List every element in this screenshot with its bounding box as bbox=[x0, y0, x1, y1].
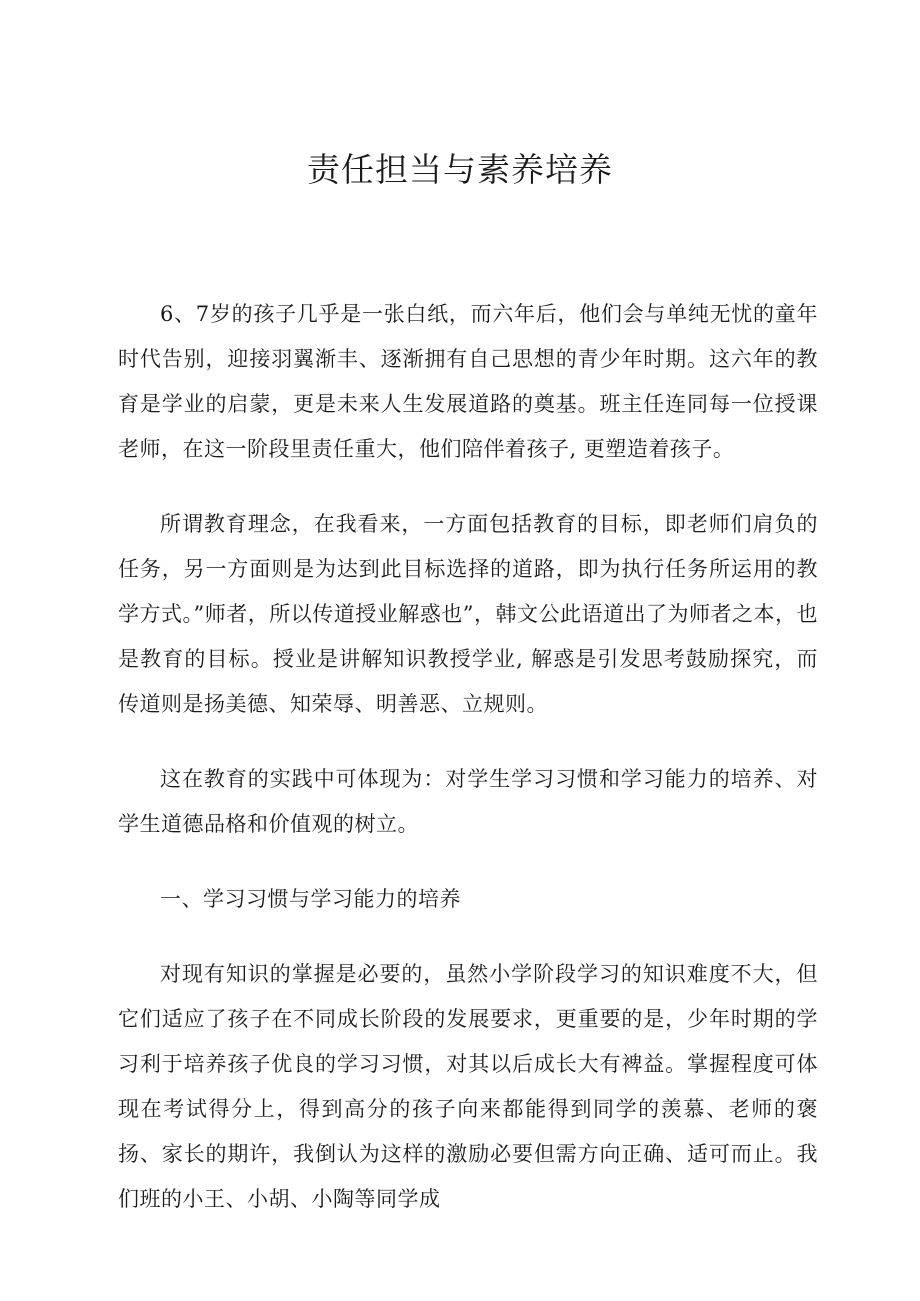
paragraph-intro: 6、7岁的孩子几乎是一张白纸，而六年后，他们会与单纯无忧的童年时代告别，迎接羽翼渐丰、逐渐拥有自己思想的青少年时期。这六年的教育是学业的启蒙，更是未来人生发展道路的奠基。班主任连同每一位授课老师，在这一阶段里责任重大，他们陪伴着孩子, 更塑造着孩子。 bbox=[118, 302, 818, 461]
section-heading-study-habits: 一、学习习惯与学习能力的培养 bbox=[160, 887, 461, 911]
document-body bbox=[118, 292, 818, 1252]
document-title: 责任担当与素养培养 bbox=[307, 150, 613, 189]
paragraph-education-philosophy: 所谓教育理念，在我看来，一方面包括教育的目标，即老师们肩负的任务，另一方面则是为达到此目标选择的道路，即为执行任务所运用的教学方式。”师者，所以传道授业解惑也”，韩文公此语道出了为师者之本，也是教育的目标。授业是讲解知识教授学业, 解惑是引发思考鼓励探究，而传道则是扬美德、知荣辱、明善恶、立规则。 bbox=[118, 512, 818, 716]
paragraph-practice: 这在教育的实践中可体现为：对学生学习习惯和学习能力的培养、对学生道德品格和价值观的树立。 bbox=[118, 767, 818, 836]
paragraph-knowledge-mastery: 对现有知识的掌握是必要的，虽然小学阶段学习的知识难度不大，但它们适应了孩子在不同成长阶段的发展要求，更重要的是，少年时期的学习利于培养孩子优良的学习习惯，对其以后成长大有裨益。掌握程度可体现在考试得分上，得到高分的孩子向来都能得到同学的羡慕、老师的褒扬、家长的期许，我倒认为这样的激励必要但需方向正确、适可而止。我们班的小王、小胡、小陶等同学成 bbox=[118, 962, 818, 1211]
